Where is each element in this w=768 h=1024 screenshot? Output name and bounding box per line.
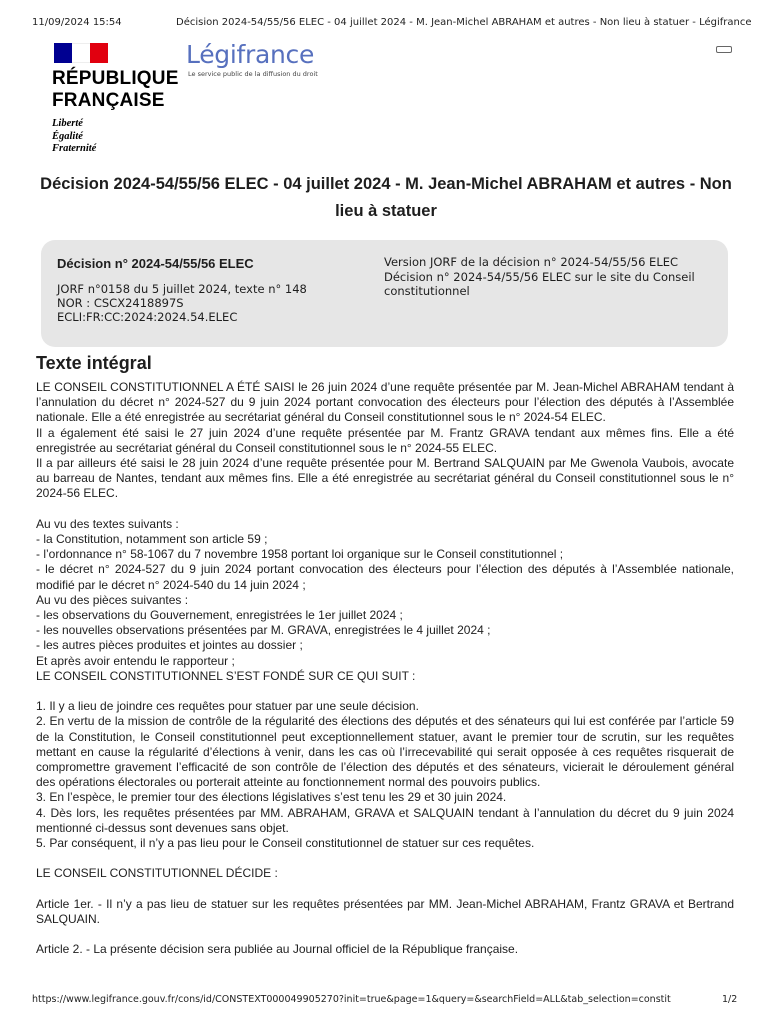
text-paragraph: - les observations du Gouvernement, enregistrées le 1er juillet 2024 ; [36,608,403,623]
conseil-site-link[interactable]: Décision n° 2024-54/55/56 ELEC sur le site du Conseil constitutionnel [384,269,695,298]
logo-name-line1: RÉPUBLIQUE [52,68,179,89]
republique-francaise-logo[interactable] [52,43,182,156]
text-paragraph: Et après avoir entendu le rapporteur ; [36,653,235,668]
logo-name [52,68,182,112]
print-url: https://www.legifrance.gouv.fr/cons/id/CONSTEXT000049905270?init=true&page=1&query=&searchField=ALL&tab_selection=constit [32,994,671,1005]
legifrance-brand[interactable] [186,40,318,78]
motto-egalite: Égalité [52,130,83,142]
paragraph-spacer [36,927,734,942]
page-title: Décision 2024-54/55/56 ELEC - 04 juillet 2024 - M. Jean-Michel ABRAHAM et autres - Non lieu à statuer [40,175,732,220]
text-paragraph: 1. Il y a lieu de joindre ces requêtes pour statuer par une seule décision. [36,699,419,714]
marianne-flag-icon [54,43,108,63]
logo-motto [52,118,182,156]
paragraph-spacer [36,684,734,699]
paragraph-spacer [36,882,734,897]
text-paragraph: - les nouvelles observations présentées par M. GRAVA, enregistrées le 4 juillet 2024 ; [36,623,491,638]
text-paragraph: LE CONSEIL CONSTITUTIONNEL S’EST FONDÉ SUR CE QUI SUIT : [36,668,416,683]
decision-info-box [41,240,728,347]
legifrance-logo-text: Légifrance [186,40,315,69]
text-paragraph: Au vu des pièces suivantes : [36,592,189,607]
nor-reference: NOR : CSCX2418897S [57,296,184,310]
decision-number: Décision n° 2024-54/55/56 ELEC [57,256,254,271]
text-paragraph: 4. Dès lors, les requêtes présentées par MM. ABRAHAM, GRAVA et SALQUAIN tendant à l’annulation du décret du 9 juin 2024 mentionné ci-dessus sont devenues sans objet. [36,805,734,835]
text-paragraph: Il a également été saisi le 27 juin 2024 d’une requête présentée par M. Frantz GRAVA tendant aux mêmes fins. Elle a été enregistrée au secrétariat général du Conseil constitutionnel sous le n° 2024-55 ELEC. [36,425,734,455]
ecli-reference: ECLI:FR:CC:2024:2024.54.ELEC [57,310,238,324]
text-paragraph: 5. Par conséquent, il n’y a pas lieu pour le Conseil constitutionnel de statuer sur ces requêtes. [36,836,535,851]
text-paragraph: Au vu des textes suivants : [36,516,179,531]
decision-metadata [57,257,307,324]
section-title: Texte intégral [36,353,152,373]
text-paragraph: LE CONSEIL CONSTITUTIONNEL A ÉTÉ SAISI le 26 juin 2024 d’une requête présentée par M. Jean-Michel ABRAHAM tendant à l’annulation du décret n° 2024-527 du 9 juin 2024 portant convocation des électeurs pour l’élection des députés à l’Assemblée nationale. Elle a été enregistrée au secrétariat général du Conseil constitutionnel sous le n° 2024-54 ELEC. [36,380,734,425]
paragraph-spacer [36,502,734,517]
print-datetime: 11/09/2024 15:54 [32,17,122,28]
motto-fraternite: Fraternité [52,143,97,154]
print-header [0,17,768,31]
motto-liberte: Liberté [52,118,83,129]
text-paragraph: - les autres pièces produites et jointes au dossier ; [36,638,303,653]
text-paragraph: 2. En vertu de la mission de contrôle de la régularité des élections des députés et des sénateurs qui lui est conférée par l’article 59 de la Constitution, le Conseil constitutionnel peut exceptionnellement statuer, avant le premier tour de scrutin, sur les requêtes mettant en cause la régularité d’élections à venir, dans les cas où l’irrecevabilité qui serait opposée à ces requêtes risquerait de compromettre gravement l’efficacité de son contrôle de l’élection des députés et des sénateurs, vicierait le déroulement général des opérations électorales ou porterait atteinte au fonctionnement normal des pouvoirs publics. [36,714,734,790]
decision-links [384,255,704,299]
text-paragraph: 3. En l’espèce, le premier tour des élections législatives s’est tenu les 29 et 30 juin 2024. [36,790,507,805]
text-paragraph: LE CONSEIL CONSTITUTIONNEL DÉCIDE : [36,866,278,881]
text-paragraph: Article 2. - La présente décision sera publiée au Journal officiel de la République française. [36,942,519,957]
text-paragraph: - le décret n° 2024-527 du 9 juin 2024 portant convocation des électeurs pour l’élection des députés à l’Assemblée nationale, modifié par le décret n° 2024-540 du 14 juin 2024 ; [36,562,734,592]
jorf-version-link[interactable]: Version JORF de la décision n° 2024-54/55/56 ELEC [384,255,679,269]
minimize-icon[interactable] [716,46,732,53]
jorf-reference: JORF n°0158 du 5 juillet 2024, texte n° 148 [57,282,307,296]
text-paragraph: - la Constitution, notamment son article 59 ; [36,532,268,547]
logo-name-line2: FRANÇAISE [52,90,165,111]
print-page-number: 1/2 [722,994,738,1005]
legifrance-tagline: Le service public de la diffusion du droit [188,70,318,78]
text-paragraph: Il a par ailleurs été saisi le 28 juin 2024 d’une requête présentée pour M. Bertrand SALQUAIN par Me Gwenola Vaubois, avocate au barreau de Nantes, tendant aux mêmes fins. Elle a été enregistrée au secrétariat général du Conseil constitutionnel sous le n° 2024-56 ELEC. [36,456,734,501]
print-page-title: Décision 2024-54/55/56 ELEC - 04 juillet 2024 - M. Jean-Michel ABRAHAM et autres - Non lieu à statuer - Légifrance [176,17,752,28]
paragraph-spacer [36,851,734,866]
decision-full-text [36,380,734,958]
text-paragraph: - l’ordonnance n° 58-1067 du 7 novembre 1958 portant loi organique sur le Conseil constitutionnel ; [36,547,564,562]
text-paragraph: Article 1er. - Il n’y a pas lieu de statuer sur les requêtes présentées par MM. Jean-Michel ABRAHAM, Frantz GRAVA et Bertrand SALQUAIN. [36,896,734,927]
